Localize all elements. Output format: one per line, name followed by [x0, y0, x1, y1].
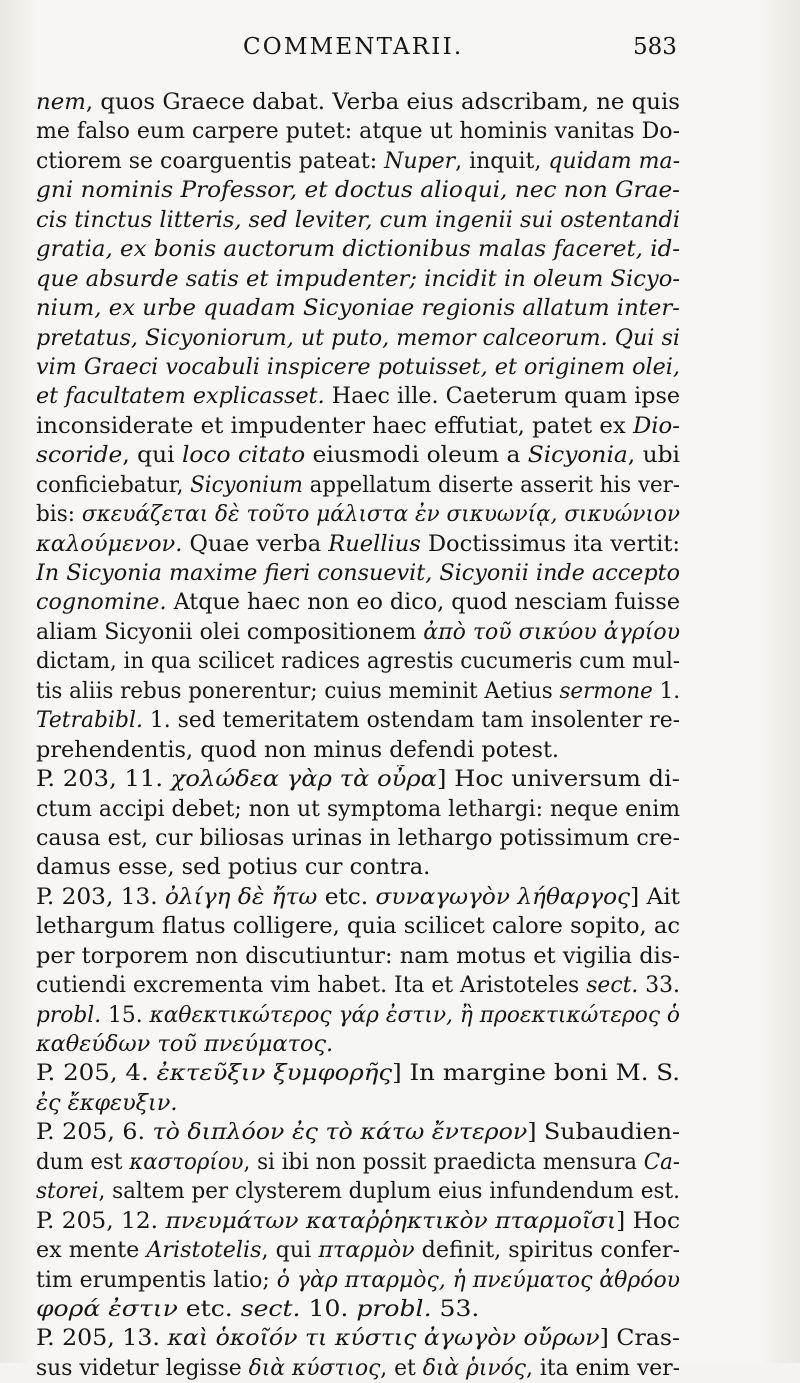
text-run: , saltem per clysterem duplum eius infundendum est.	[98, 1178, 680, 1205]
italic-text-run: que absurde satis et impudenter; incidit in oleum Sicyo-	[36, 265, 680, 292]
text-run: 1.	[652, 677, 680, 704]
text-run: , inquit,	[455, 147, 549, 174]
italic-text-run: cis tinctus litteris, sed leviter, cum ingenii sui ostentandi	[36, 206, 680, 233]
text-line	[36, 795, 680, 824]
italic-text-run: gratia, ex bonis auctorum dictionibus malas faceret, id-	[36, 236, 680, 263]
text-run: tim erumpentis latio;	[36, 1266, 277, 1293]
italic-text-run: τὸ διπλόον ἐς τὸ κάτω ἔντερον	[152, 1119, 528, 1146]
text-run: ex mente	[36, 1237, 147, 1264]
text-run: P. 205, 6.	[36, 1119, 153, 1146]
text-line	[36, 353, 680, 382]
text-run: sus videtur legisse	[36, 1354, 249, 1381]
text-run: definit, spiritus confer-	[414, 1237, 680, 1264]
italic-text-run: ἀπὸ τοῦ σικύου ἀγρίου	[423, 618, 680, 645]
text-line	[36, 324, 680, 353]
running-head	[0, 26, 800, 68]
italic-text-run: καθεκτικώτερος γάρ ἐστιν, ἢ προεκτικώτερος ὁ	[149, 1001, 680, 1028]
text-run: Quae verba	[182, 530, 329, 557]
text-run: ctum accipi debet; non ut symptoma lethargi: neque enim	[36, 795, 680, 822]
text-line	[36, 647, 680, 676]
italic-text-run: quidam ma-	[548, 147, 680, 174]
italic-text-run: vim Graeci vocabuli inspicere potuisset, et originem olei,	[36, 353, 680, 380]
text-line	[36, 412, 680, 441]
text-line	[36, 88, 680, 117]
text-run: P. 203, 11.	[36, 766, 171, 793]
italic-text-run: πνευμάτων καταῤῥηκτικὸν πταρμοῖσι	[165, 1207, 617, 1234]
text-line	[36, 471, 680, 500]
italic-text-run: πταρμὸν	[318, 1237, 415, 1264]
text-run: damus esse, sed potius cur contra.	[36, 854, 431, 881]
text-run: 53.	[431, 1295, 480, 1322]
text-run: me falso eum carpere putet: atque ut hominis vanitas Do-	[36, 118, 680, 145]
italic-text-run: sect.	[586, 972, 639, 999]
text-run: 1. sed temeritatem ostendam tam insolenter re-	[142, 707, 680, 734]
text-line	[36, 559, 680, 588]
text-line	[36, 912, 680, 941]
page-number: 583	[633, 34, 677, 60]
text-run: P. 203, 13.	[36, 883, 165, 910]
italic-text-run: cognomine.	[36, 589, 167, 616]
italic-text-run: storei	[36, 1178, 99, 1205]
text-run: cutiendi excrementa vim habet. Ita et Aristoteles	[36, 972, 587, 999]
italic-text-run: ἐς ἔκφευξιν.	[36, 1089, 178, 1116]
text-run: dictam, in qua scilicet radices agrestis cucumeris cum mul-	[36, 648, 680, 675]
text-run: causa est, cur biliosas urinas in lethargo potissimum cre-	[36, 824, 680, 851]
text-run: , quos Graece dabat. Verba eius adscribam, ne quis	[85, 89, 680, 115]
italic-text-run: pretatus, Sicyoniorum, ut puto, memor calceorum. Qui si	[36, 324, 680, 351]
text-line	[36, 500, 680, 529]
italic-text-run: συναγωγὸν λήθαργος	[375, 883, 631, 910]
text-line	[36, 588, 680, 617]
text-line	[36, 942, 680, 971]
italic-text-run: Tetrabibl.	[36, 707, 143, 734]
text-run: , qui	[122, 442, 182, 469]
italic-text-run: sect.	[240, 1295, 301, 1322]
italic-text-run: σκευάζεται δὲ τοῦτο μάλιστα ἐν σικυωνίᾳ, σικυώνιον	[81, 501, 680, 528]
text-line	[36, 294, 680, 323]
text-run: inconsiderate et impudenter haec effutiat, patet ex	[36, 412, 633, 439]
italic-text-run: gni nominis Professor, et doctus alioqui, nec non Grae-	[36, 177, 680, 204]
text-run: P. 205, 4.	[36, 1060, 157, 1087]
text-run: prehendentis, quod non minus defendi potest.	[36, 736, 560, 763]
text-run: aliam Sicyonii olei compositionem	[36, 618, 424, 645]
text-run: Atque haec non eo dico, quod nesciam fuisse	[166, 589, 680, 616]
text-line	[36, 853, 680, 882]
text-run: ctiorem se coarguentis pateat:	[36, 147, 385, 174]
text-line	[36, 1354, 680, 1383]
italic-text-run: καὶ ὁκοῖόν τι κύστις ἀγωγὸν οὔρων	[167, 1325, 600, 1352]
text-line	[36, 1118, 680, 1147]
italic-text-run: Aristotelis	[146, 1237, 262, 1264]
italic-text-run: ἐκτεῦξιν ξυμφορῆς	[156, 1060, 393, 1087]
running-title: COMMENTARII.	[243, 34, 464, 60]
italic-text-run: Ruellius	[328, 530, 421, 557]
text-run: , si ibi non possit praedicta mensura	[243, 1148, 644, 1175]
text-run: bis:	[36, 501, 82, 528]
text-run: eiusmodi oleum a	[305, 442, 528, 469]
text-line	[36, 1001, 680, 1030]
text-line	[36, 1059, 680, 1088]
italic-text-run: φορά ἐστιν	[36, 1295, 178, 1322]
text-line	[36, 176, 680, 205]
text-run: ] In margine boni M. S.	[392, 1060, 680, 1087]
text-run: lethargum flatus colligere, quia scilicet calore sopito, ac	[36, 913, 680, 940]
text-line	[36, 1030, 680, 1059]
italic-text-run: et facultatem explicasset.	[36, 383, 325, 410]
text-run: ] Ait	[630, 883, 680, 910]
italic-text-run: sermone	[559, 677, 653, 704]
text-line	[36, 441, 680, 470]
text-run: etc.	[317, 883, 376, 910]
text-run: conficiebatur,	[36, 471, 191, 498]
text-run: dum est	[36, 1148, 130, 1175]
text-line	[36, 1207, 680, 1236]
italic-text-run: nium, ex urbe quadam Sicyoniae regionis allatum inter-	[36, 295, 680, 322]
text-run: 10.	[300, 1295, 357, 1322]
text-line	[36, 1177, 680, 1206]
italic-text-run: loco citato	[181, 442, 306, 469]
text-line	[36, 1089, 680, 1118]
text-run: P. 205, 13.	[36, 1325, 168, 1352]
italic-text-run: probl.	[356, 1295, 432, 1322]
italic-text-run: καστορίου	[129, 1148, 244, 1175]
text-run: , qui	[261, 1237, 319, 1264]
text-run: 15.	[101, 1001, 150, 1028]
text-line	[36, 1295, 680, 1324]
italic-text-run: nem	[36, 89, 86, 115]
text-line	[36, 883, 680, 912]
text-line	[36, 117, 680, 146]
italic-text-run: Sicyonium	[190, 471, 303, 498]
text-line	[36, 382, 680, 411]
text-run: ] Subaudien-	[527, 1119, 680, 1146]
text-run: tis aliis rebus ponerentur; cuius meminit Aetius	[36, 677, 560, 704]
text-line	[36, 530, 680, 559]
text-run: appellatum diserte asserit his ver-	[302, 471, 680, 498]
text-line	[36, 971, 680, 1000]
text-line	[36, 206, 680, 235]
italic-text-run: ὁ γὰρ πταρμὸς, ἡ πνεύματος ἀθρόου	[276, 1266, 680, 1293]
text-line	[36, 736, 680, 765]
italic-text-run: probl.	[36, 1001, 102, 1028]
text-line	[36, 1324, 680, 1353]
text-line	[36, 1236, 680, 1265]
italic-text-run: διὰ ῥινός	[422, 1354, 526, 1381]
text-run: , ita enim ver-	[525, 1354, 680, 1381]
text-line	[36, 824, 680, 853]
text-run: ] Hoc	[616, 1207, 680, 1234]
text-run: ] Hoc universum di-	[437, 766, 680, 793]
italic-text-run: διὰ κύστιος	[248, 1354, 381, 1381]
text-run: , et	[380, 1354, 423, 1381]
text-line	[36, 147, 680, 176]
italic-text-run: καλούμενον.	[36, 530, 183, 557]
italic-text-run: Dio-	[632, 412, 680, 439]
text-line	[36, 677, 680, 706]
italic-text-run: ὀλίγη δὲ ἤτω	[164, 883, 318, 910]
text-run: Haec ille. Caeterum quam ipse	[324, 383, 680, 410]
text-line	[36, 1266, 680, 1295]
text-line	[36, 235, 680, 264]
text-line	[36, 765, 680, 794]
text-line	[36, 706, 680, 735]
italic-text-run: scoride	[36, 442, 123, 469]
italic-text-run: In Sicyonia maxime fieri consuevit, Sicyonii inde accepto	[36, 560, 680, 586]
text-run: Doctissimus ita vertit:	[420, 530, 680, 557]
text-run: ] Cras-	[599, 1325, 680, 1352]
text-line	[36, 265, 680, 294]
commentary-text	[36, 88, 680, 1383]
italic-text-run: χολώδεα γὰρ τὰ οὖρα	[170, 766, 438, 793]
text-run: per torporem non discutiuntur: nam motus et vigilia dis-	[36, 942, 680, 969]
italic-text-run: καθεύδων τοῦ πνεύματος.	[36, 1031, 334, 1057]
text-run: P. 205, 12.	[36, 1207, 166, 1234]
text-run: etc.	[177, 1295, 241, 1322]
text-line	[36, 618, 680, 647]
text-line	[36, 1148, 680, 1177]
text-run: 33.	[638, 972, 680, 999]
text-run: , ubi	[627, 442, 680, 469]
italic-text-run: Sicyonia	[527, 442, 628, 469]
italic-text-run: Ca-	[643, 1148, 680, 1175]
italic-text-run: Nuper	[384, 147, 456, 174]
